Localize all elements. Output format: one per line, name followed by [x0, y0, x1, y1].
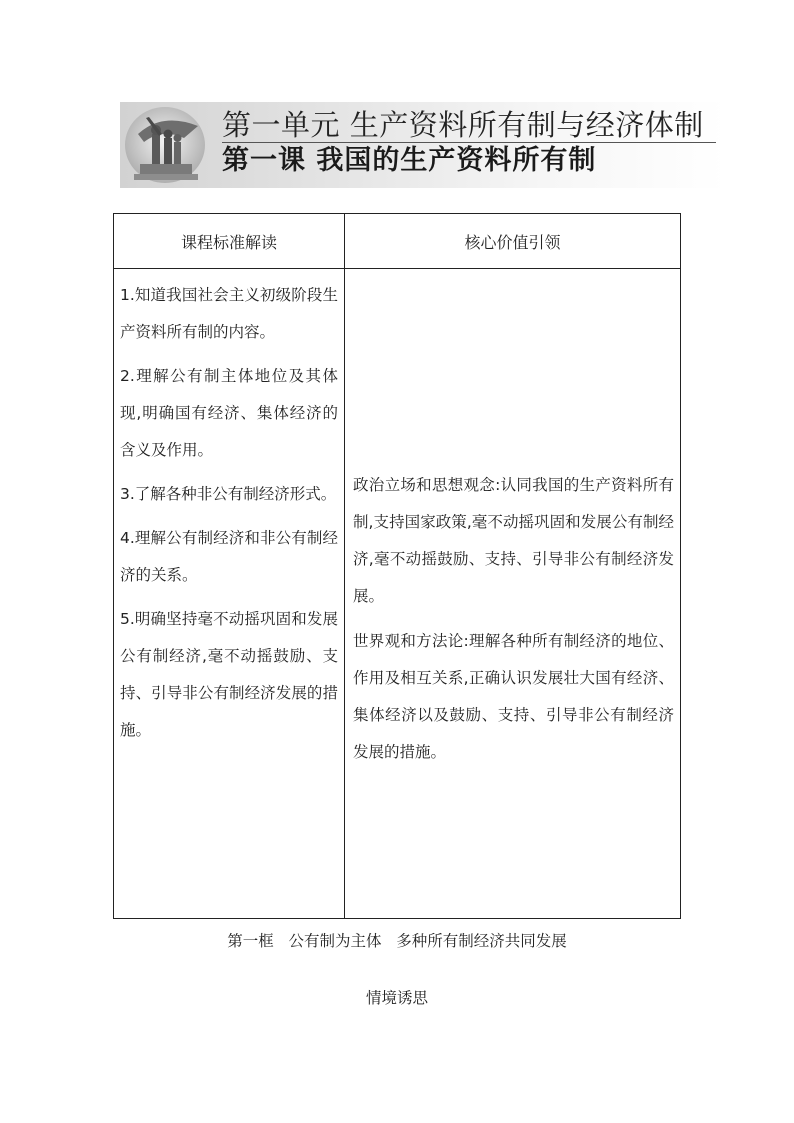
table-header-row: [114, 214, 681, 269]
monument-statue-icon: [122, 104, 208, 186]
list-item: 世界观和方法论:理解各种所有制经济的地位、作用及相互关系,正确认识发展壮大国有经济、集体经济以及鼓励、支持、引导非公有制经济发展的措施。: [353, 631, 674, 761]
table-row: [114, 269, 681, 919]
list-item: 政治立场和思想观念:认同我国的生产资料所有制,支持国家政策,毫不动摇巩固和发展公有制经济,毫不动摇鼓励、支持、引导非公有制经济发展。: [353, 475, 674, 605]
core-values-cell: [345, 269, 681, 919]
curriculum-table: [113, 213, 681, 919]
lesson-title: 第一课 我国的生产资料所有制: [222, 145, 597, 176]
section-heading: 情境诱思: [365, 989, 428, 1007]
unit-title: 第一单元 生产资料所有制与经济体制: [222, 108, 704, 142]
list-item: 4.理解公有制经济和非公有制经济的关系。: [120, 529, 338, 584]
list-item: 1.知道我国社会主义初级阶段生产资料所有制的内容。: [120, 286, 338, 341]
list-item: 2.理解公有制主体地位及其体现,明确国有经济、集体经济的含义及作用。: [120, 367, 338, 459]
standards-cell: [114, 269, 345, 919]
frame-title: 第一框 公有制为主体 多种所有制经济共同发展: [227, 932, 567, 950]
list-item: 3.了解各种非公有制经济形式。: [120, 485, 337, 503]
list-item: 5.明确坚持毫不动摇巩固和发展公有制经济,毫不动摇鼓励、支持、引导非公有制经济发展的措施。: [120, 610, 338, 739]
header-core-values: 核心价值引领: [345, 214, 681, 269]
header-curriculum-standard: 课程标准解读: [114, 214, 345, 269]
